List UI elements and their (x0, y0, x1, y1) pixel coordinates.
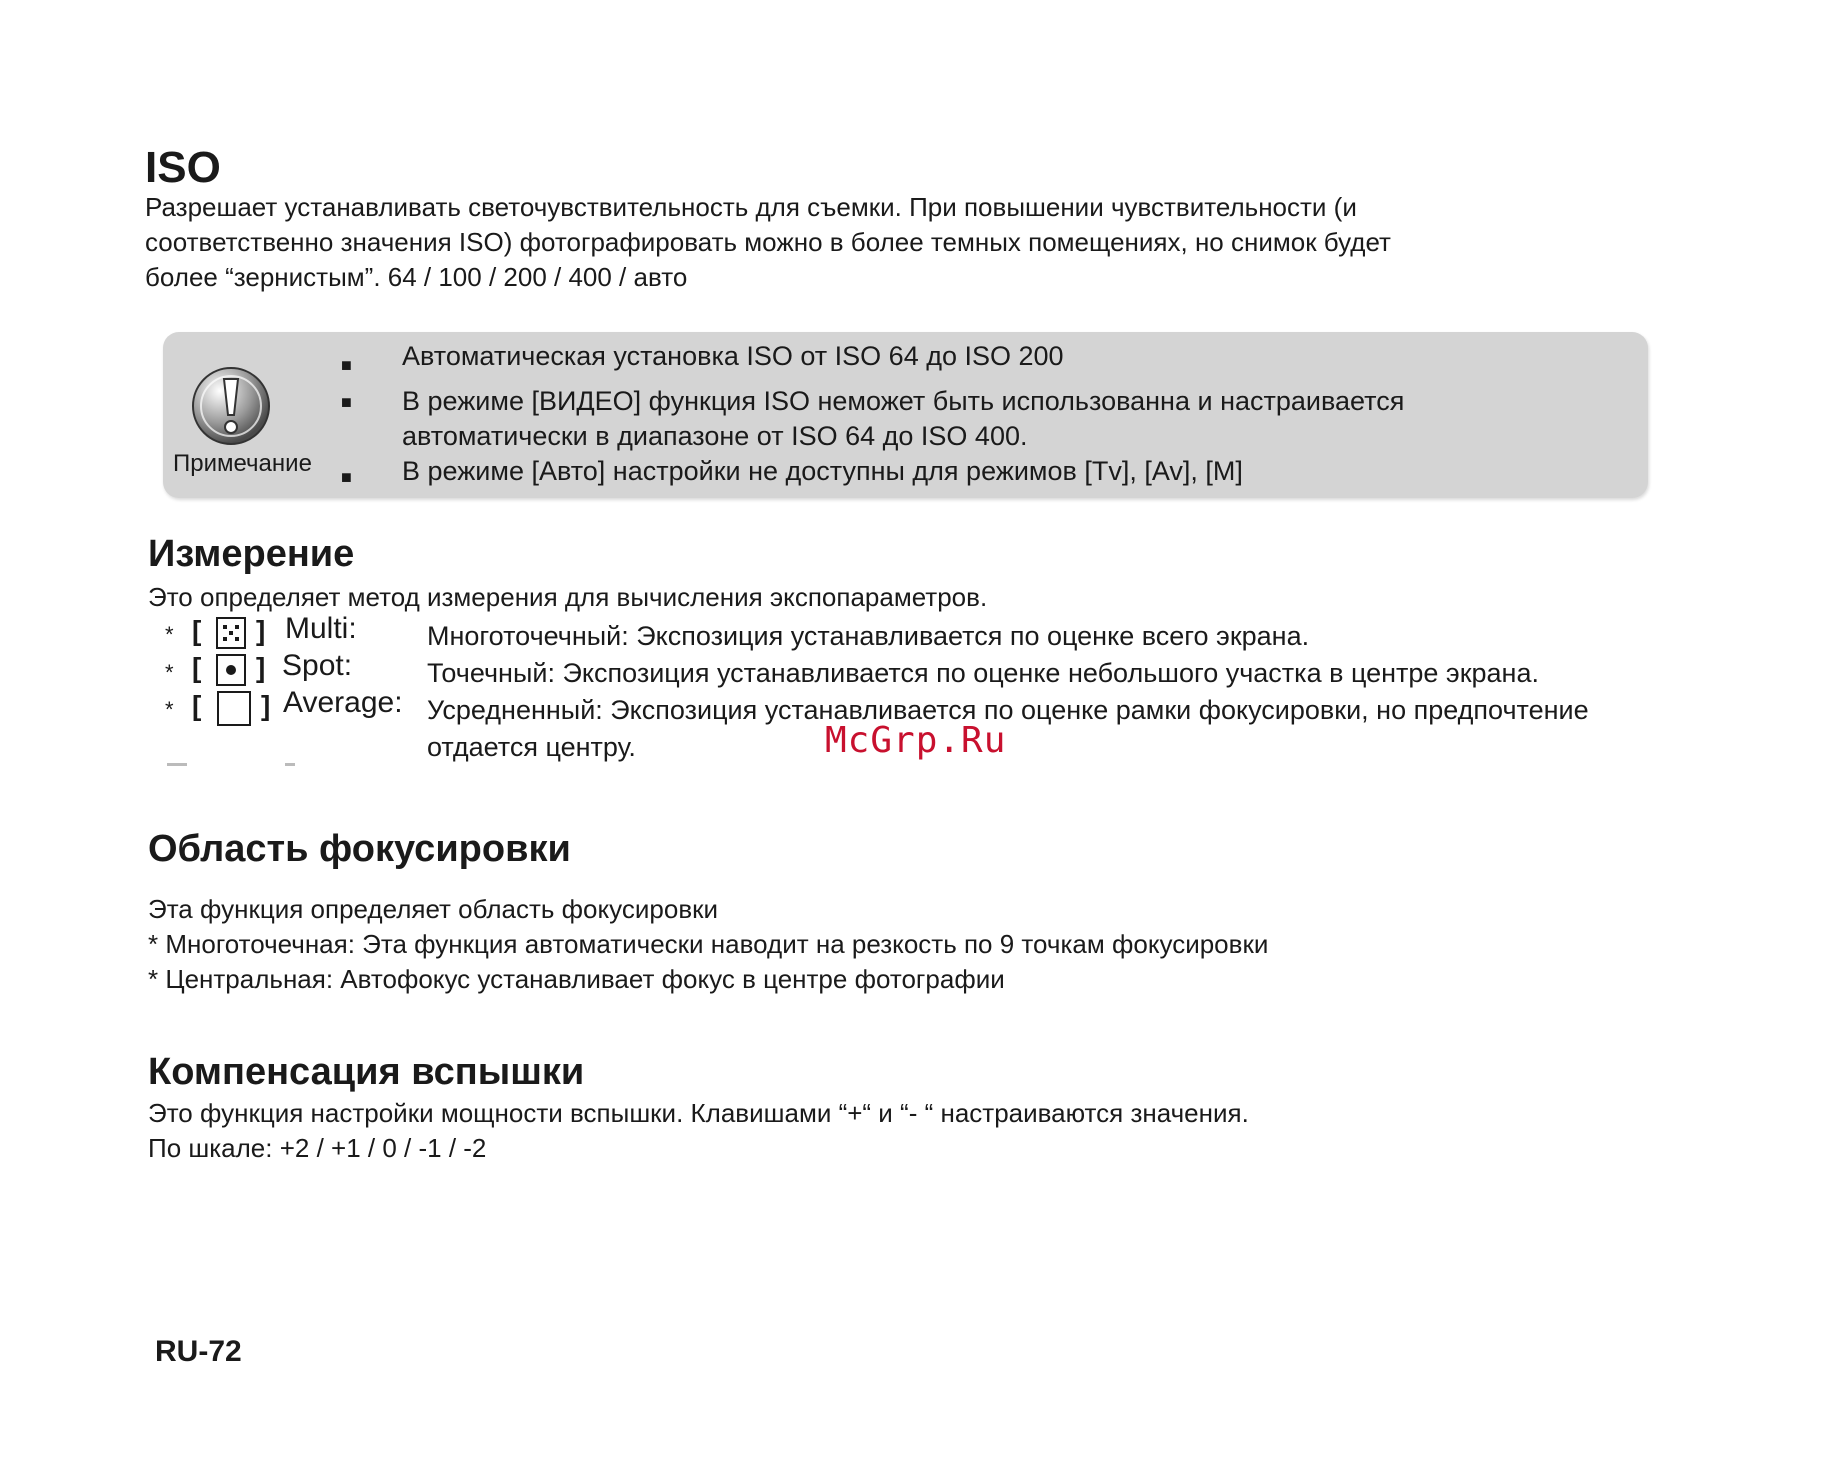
metering-mode-name: Average: (283, 686, 403, 719)
focus-line: * Многоточечная: Эта функция автоматически наводит на резкость по 9 точкам фокусировки (148, 929, 1269, 959)
metering-mode-desc: Точечный: Экспозиция устанавливается по оценке небольшого участка в центре экрана. (427, 658, 1539, 688)
note-bullet: ■ (341, 392, 352, 412)
note-item: автоматически в диапазоне от ISO 64 до ISO 400. (402, 421, 1028, 451)
focus-line: * Центральная: Автофокус устанавливает фокус в центре фотографии (148, 964, 1005, 994)
note-item: В режиме [Авто] настройки не доступны для режимов [Tv], [Av], [M] (402, 456, 1243, 486)
bracket-close: ] (261, 690, 271, 721)
spot-metering-icon (216, 654, 246, 686)
focus-line: Эта функция определяет область фокусировки (148, 894, 719, 924)
flash-line: Это функция настройки мощности вспышки. Клавишами “+“ и “- “ настраиваются значения. (148, 1098, 1249, 1128)
note-item: Автоматическая установка ISO от ISO 64 до ISO 200 (402, 341, 1064, 371)
page-number: RU-72 (155, 1335, 242, 1368)
metering-mode-desc: Усредненный: Экспозиция устанавливается по оценке рамки фокусировки, но предпочтение (427, 695, 1589, 725)
watermark: McGrp.Ru (825, 720, 1007, 761)
note-item: В режиме [ВИДЕО] функция ISO неможет быть использованна и настраивается (402, 386, 1405, 416)
iso-line: более “зернистым”. 64 / 100 / 200 / 400 / авто (145, 262, 688, 292)
iso-line: Разрешает устанавливать светочувствительность для съемки. При повышении чувствительности (и (145, 192, 1357, 222)
metering-mode-desc: Многоточечный: Экспозиция устанавливается по оценке всего экрана. (427, 621, 1310, 651)
focus-description (148, 892, 1268, 997)
exclamation-icon (190, 365, 272, 447)
bracket-open: [ (192, 652, 202, 683)
scan-artifact (167, 763, 187, 766)
metering-intro: Это определяет метод измерения для вычисления экспопараметров. (148, 582, 988, 612)
metering-mode-desc-continuation: отдается центру. (427, 732, 636, 762)
bullet-star: * (165, 622, 174, 647)
flash-description (148, 1096, 1249, 1166)
bracket-open: [ (192, 615, 202, 646)
iso-heading: ISO (145, 143, 221, 192)
bullet-star: * (165, 660, 174, 685)
metering-mode-name: Multi: (285, 612, 357, 645)
scan-artifact (285, 763, 295, 766)
iso-line: соответственно значения ISO) фотографировать можно в более темных помещениях, но снимок будет (145, 227, 1391, 257)
iso-description (145, 190, 1645, 295)
focus-heading: Область фокусировки (148, 828, 571, 870)
bracket-close: ] (256, 615, 266, 646)
metering-mode-name: Spot: (282, 649, 353, 682)
bracket-open: [ (192, 690, 202, 721)
flash-heading: Компенсация вспышки (148, 1051, 585, 1093)
flash-line: По шкале: +2 / +1 / 0 / -1 / -2 (148, 1133, 487, 1163)
note-bullet: ■ (341, 355, 352, 375)
bullet-star: * (165, 697, 174, 722)
bracket-close: ] (256, 652, 266, 683)
metering-heading: Измерение (148, 533, 355, 575)
note-bullet: ■ (341, 467, 352, 487)
multi-metering-icon (216, 617, 246, 649)
note-label: Примечание (173, 450, 312, 477)
average-metering-icon (217, 691, 251, 726)
